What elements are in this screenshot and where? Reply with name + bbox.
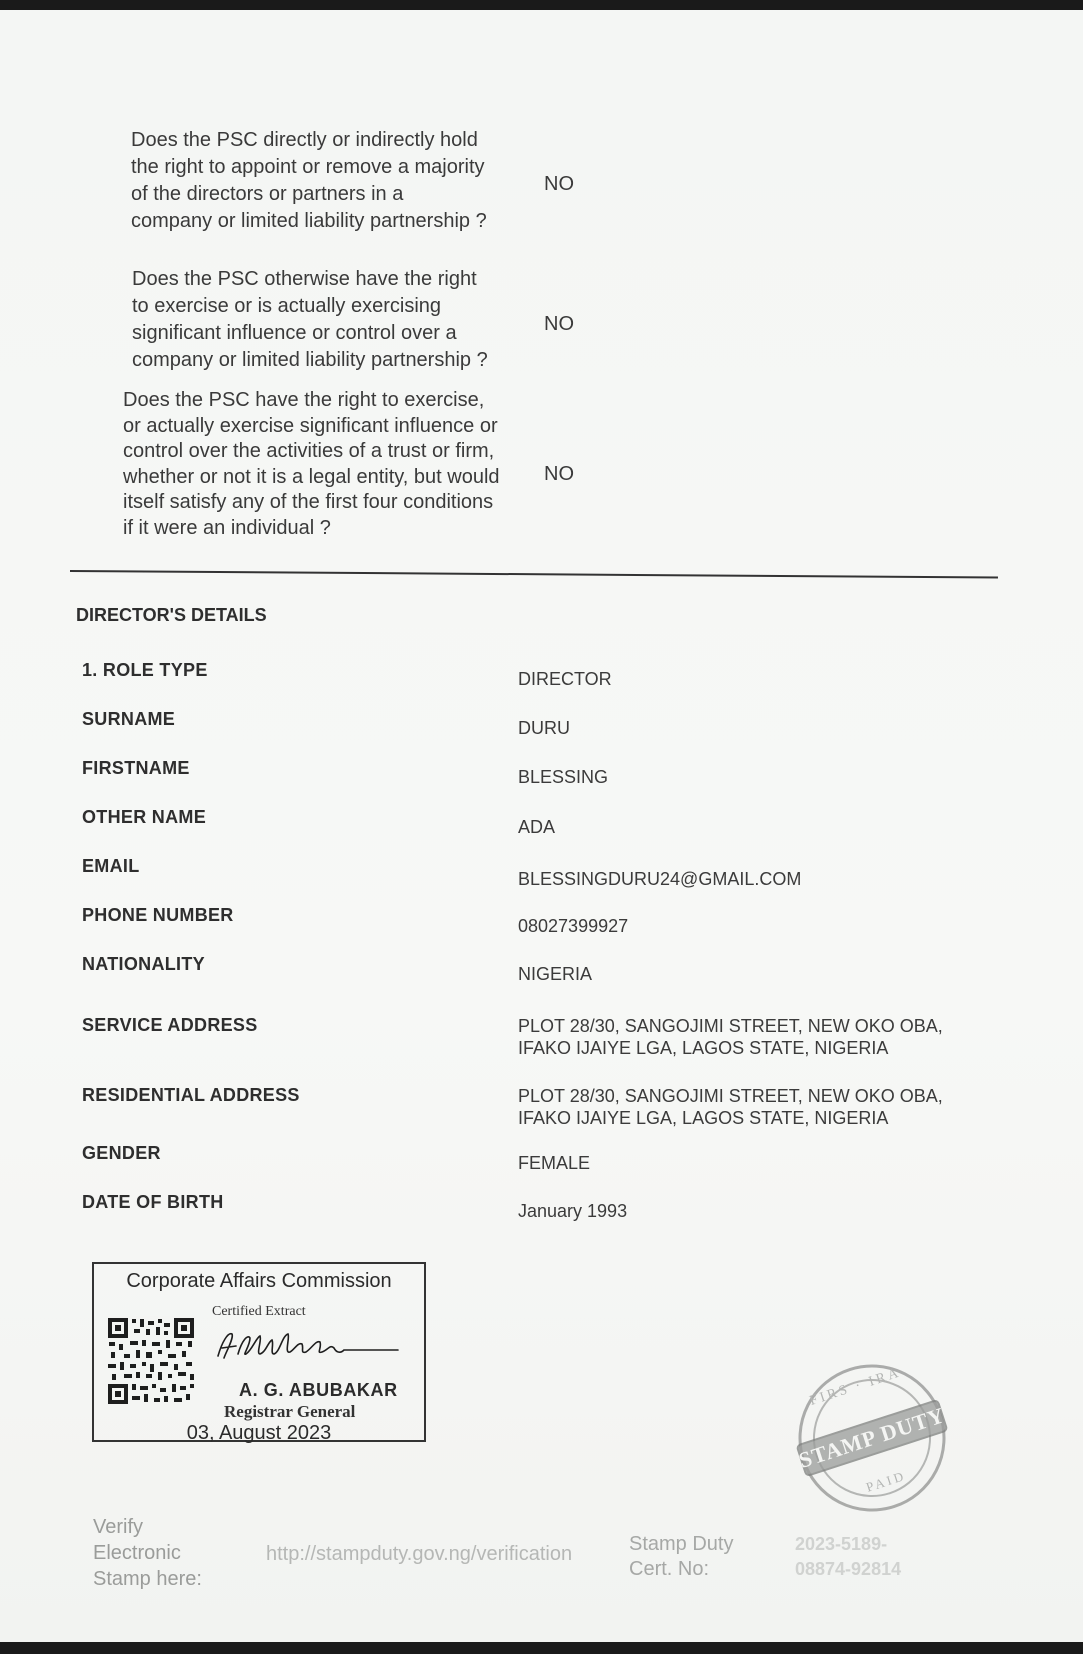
question-line: company or limited liability partnership ? [131,210,487,232]
field-label-email: EMAIL [82,856,140,876]
address-line: IFAKO IJAIYE LGA, LAGOS STATE, NIGERIA [518,1108,889,1128]
question-line: control over the activities of a trust or firm, [123,440,495,462]
psc-question-1 [131,127,487,235]
field-label-role-type: 1. ROLE TYPE [82,660,208,680]
psc-question-2 [132,266,488,374]
field-value-date-of-birth: January 1993 [518,1201,628,1221]
question-line: to exercise or is actually exercising [132,295,442,317]
psc-answer-2: NO [544,313,574,335]
field-value-firstname: BLESSING [518,767,609,787]
field-label-phone-number: PHONE NUMBER [82,905,234,925]
cert-number-line: 08874-92814 [795,1559,902,1579]
psc-answer-3: NO [544,463,574,485]
document-page [0,10,1083,1642]
field-label-surname: SURNAME [82,709,176,729]
question-line: of the directors or partners in a [131,183,404,205]
field-value-phone-number: 08027399927 [518,916,629,936]
verification-link[interactable]: http://stampduty.gov.ng/verification [266,1543,573,1565]
field-label-nationality: NATIONALITY [82,954,205,974]
field-value-nationality: NIGERIA [518,964,593,984]
field-value-role-type: DIRECTOR [518,669,612,689]
question-line: itself satisfy any of the first four conditions [123,491,494,513]
verify-label [93,1514,202,1592]
stamp-certified-extract: Certified Extract [212,1304,306,1319]
registrar-name: A. G. ABUBAKAR [239,1380,398,1400]
qr-code-icon [106,1316,196,1406]
field-label-service-address: SERVICE ADDRESS [82,1015,258,1035]
verify-line: Verify [93,1516,144,1538]
question-line: Does the PSC directly or indirectly hold [131,129,478,151]
field-label-gender: GENDER [82,1143,161,1163]
verify-line: Electronic [93,1542,181,1564]
field-value-residential-address [518,1085,943,1129]
verify-line: Stamp here: [93,1568,202,1590]
address-line: PLOT 28/30, SANGOJIMI STREET, NEW OKO OBA, [518,1016,943,1036]
field-value-other-name: ADA [518,817,556,837]
registrar-title: Registrar General [224,1402,356,1421]
address-line: IFAKO IJAIYE LGA, LAGOS STATE, NIGERIA [518,1038,889,1058]
field-value-gender: FEMALE [518,1153,591,1173]
svg-text:STAMP DUTY: STAMP DUTY [795,1402,948,1473]
psc-question-3 [123,388,500,541]
field-label-residential-address: RESIDENTIAL ADDRESS [82,1085,300,1105]
question-line: or actually exercise significant influence or [123,414,498,437]
cert-number-line: 2023-5189- [795,1534,888,1554]
signature-icon [212,1324,402,1366]
stamp-duty-line: Cert. No: [629,1558,710,1580]
certification-stamp [92,1262,426,1442]
field-label-date-of-birth: DATE OF BIRTH [82,1192,224,1212]
question-line: Does the PSC have the right to exercise, [123,389,485,411]
address-line: PLOT 28/30, SANGOJIMI STREET, NEW OKO OBA, [518,1086,943,1106]
stamp-duty-line: Stamp Duty [629,1533,734,1555]
question-line: company or limited liability partnership ? [132,349,488,371]
question-line: Does the PSC otherwise have the right [132,268,477,290]
question-line: significant influence or control over a [132,322,457,344]
psc-answer-1: NO [544,173,574,195]
section-title: DIRECTOR'S DETAILS [76,605,267,625]
svg-text:PAID: PAID [864,1467,908,1495]
question-line: whether or not it is a legal entity, but would [123,465,500,488]
question-line: if it were an individual ? [123,516,331,539]
field-value-surname: DURU [518,718,570,738]
stamp-date: 03, August 2023 [186,1422,332,1444]
svg-text:FIRS · IRA: FIRS · IRA [807,1365,904,1409]
field-value-email: BLESSINGDURU24@GMAIL.COM [518,869,802,889]
section-divider [70,570,998,578]
stamp-duty-seal-icon [792,1358,952,1518]
stamp-title: Corporate Affairs Commission [126,1270,392,1292]
stamp-duty-cert-label [629,1532,733,1582]
field-label-firstname: FIRSTNAME [82,758,190,778]
question-line: the right to appoint or remove a majority [131,156,485,178]
field-label-other-name: OTHER NAME [82,807,206,827]
stamp-duty-cert-number [795,1532,901,1582]
field-value-service-address [518,1015,943,1059]
